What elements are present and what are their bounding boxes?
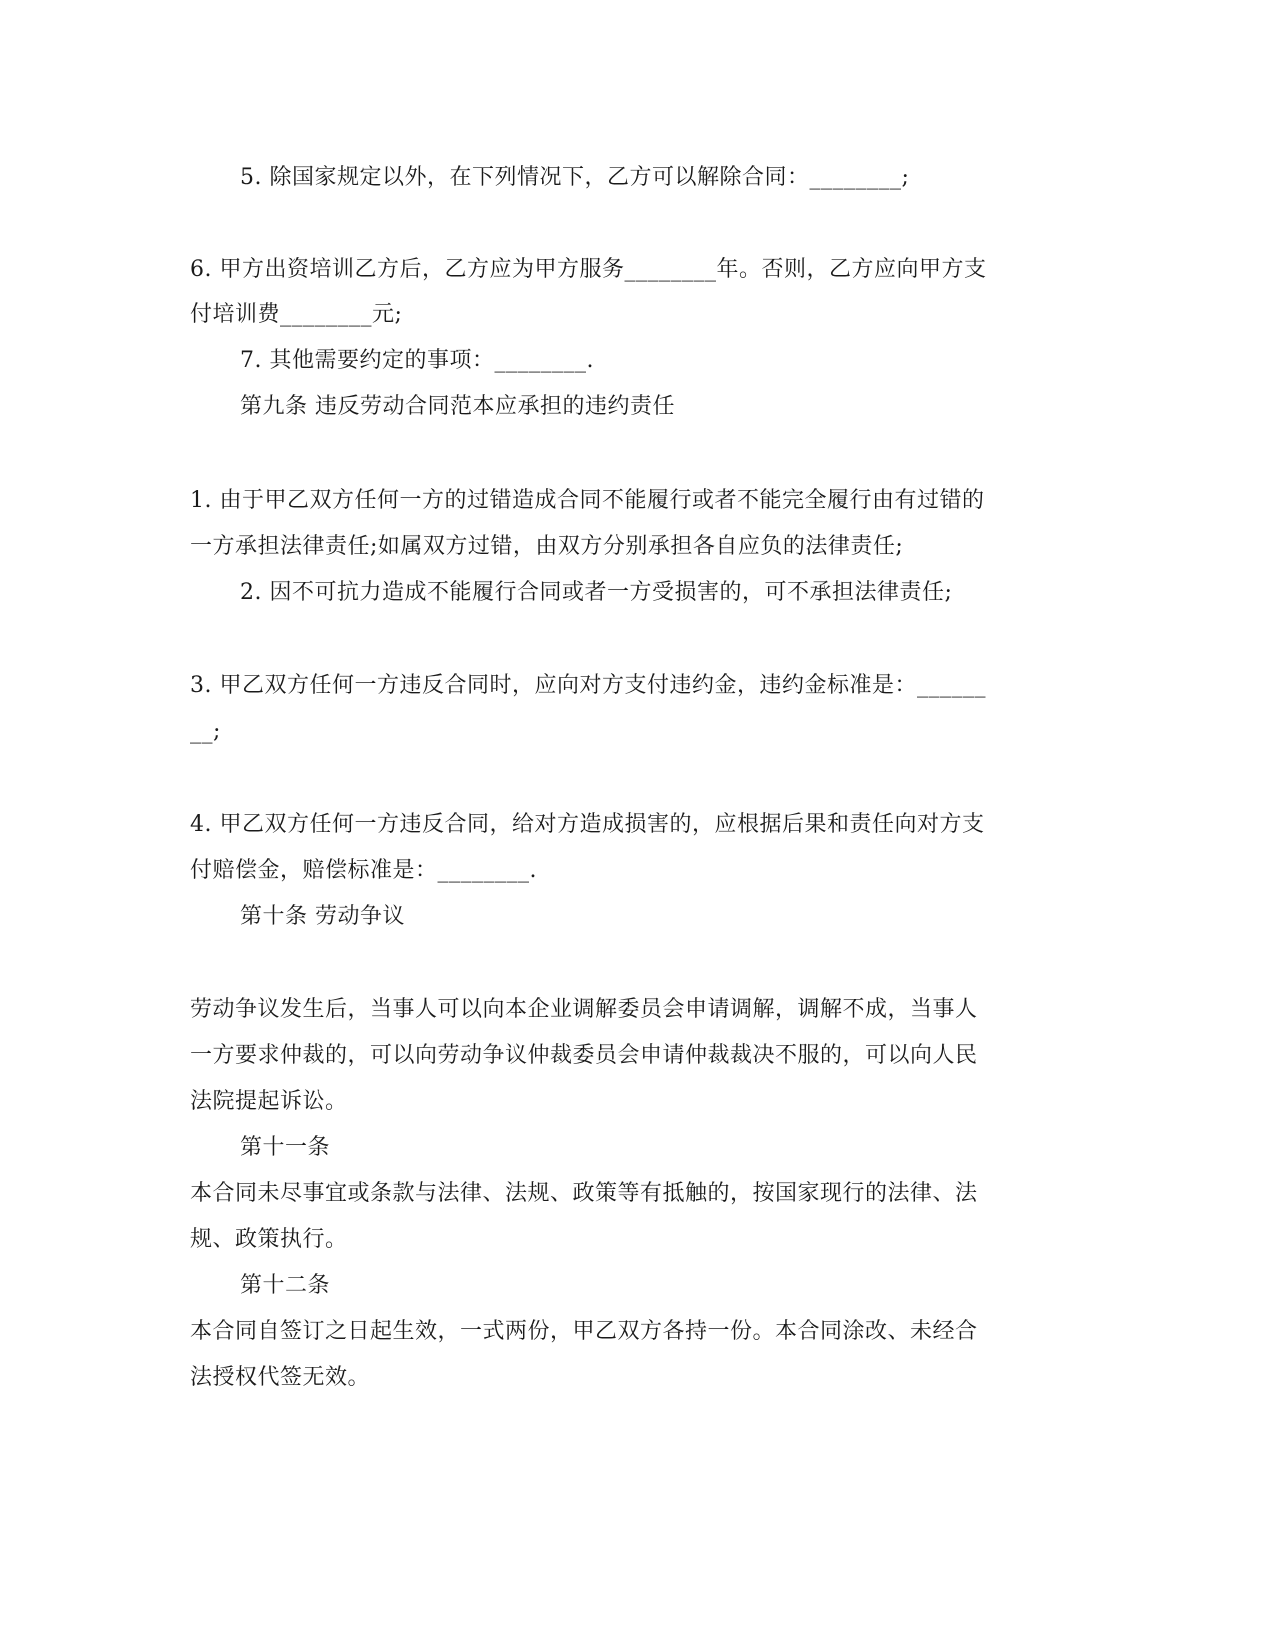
clause-10-heading: 第十条 劳动争议 xyxy=(240,904,405,929)
clause-8-item-6-line-1: 6. 甲方出资培训乙方后，乙方应为甲方服务________年。否则，乙方应向甲方支 xyxy=(190,257,987,282)
clause-9-item-3-line-1: 3. 甲乙双方任何一方违反合同时，应向对方支付违约金，违约金标准是：______ xyxy=(190,673,986,698)
clause-8-item-6-line-2: 付培训费________元; xyxy=(190,302,403,327)
clause-9-item-2: 2. 因不可抗力造成不能履行合同或者一方受损害的，可不承担法律责任; xyxy=(240,580,953,605)
clause-8-item-7: 7. 其他需要约定的事项：________. xyxy=(240,348,594,373)
clause-10-body-line-2: 一方要求仲裁的，可以向劳动争议仲裁委员会申请仲裁裁决不服的，可以向人民 xyxy=(190,1043,978,1068)
clause-12-heading: 第十二条 xyxy=(240,1273,331,1298)
clause-9-heading: 第九条 违反劳动合同范本应承担的违约责任 xyxy=(240,394,675,419)
clause-9-item-4-line-2: 付赔偿金，赔偿标准是：________. xyxy=(190,858,537,883)
clause-11-heading: 第十一条 xyxy=(240,1135,331,1160)
clause-9-item-3-line-2: __; xyxy=(190,719,221,744)
clause-10-body-line-1: 劳动争议发生后，当事人可以向本企业调解委员会申请调解，调解不成，当事人 xyxy=(190,997,978,1022)
clause-10-body-line-3: 法院提起诉讼。 xyxy=(190,1089,348,1114)
clause-9-item-1-line-1: 1. 由于甲乙双方任何一方的过错造成合同不能履行或者不能完全履行由有过错的 xyxy=(190,488,985,513)
clause-8-item-5: 5. 除国家规定以外，在下列情况下，乙方可以解除合同：________; xyxy=(240,165,910,190)
clause-9-item-4-line-1: 4. 甲乙双方任何一方违反合同，给对方造成损害的，应根据后果和责任向对方支 xyxy=(190,812,985,837)
clause-11-body-line-1: 本合同未尽事宜或条款与法律、法规、政策等有抵触的，按国家现行的法律、法 xyxy=(190,1181,978,1206)
clause-12-body-line-1: 本合同自签订之日起生效，一式两份，甲乙双方各持一份。本合同涂改、未经合 xyxy=(190,1319,978,1344)
clause-11-body-line-2: 规、政策执行。 xyxy=(190,1227,348,1252)
clause-12-body-line-2: 法授权代签无效。 xyxy=(190,1365,371,1390)
clause-9-item-1-line-2: 一方承担法律责任;如属双方过错，由双方分别承担各自应负的法律责任; xyxy=(190,534,904,559)
